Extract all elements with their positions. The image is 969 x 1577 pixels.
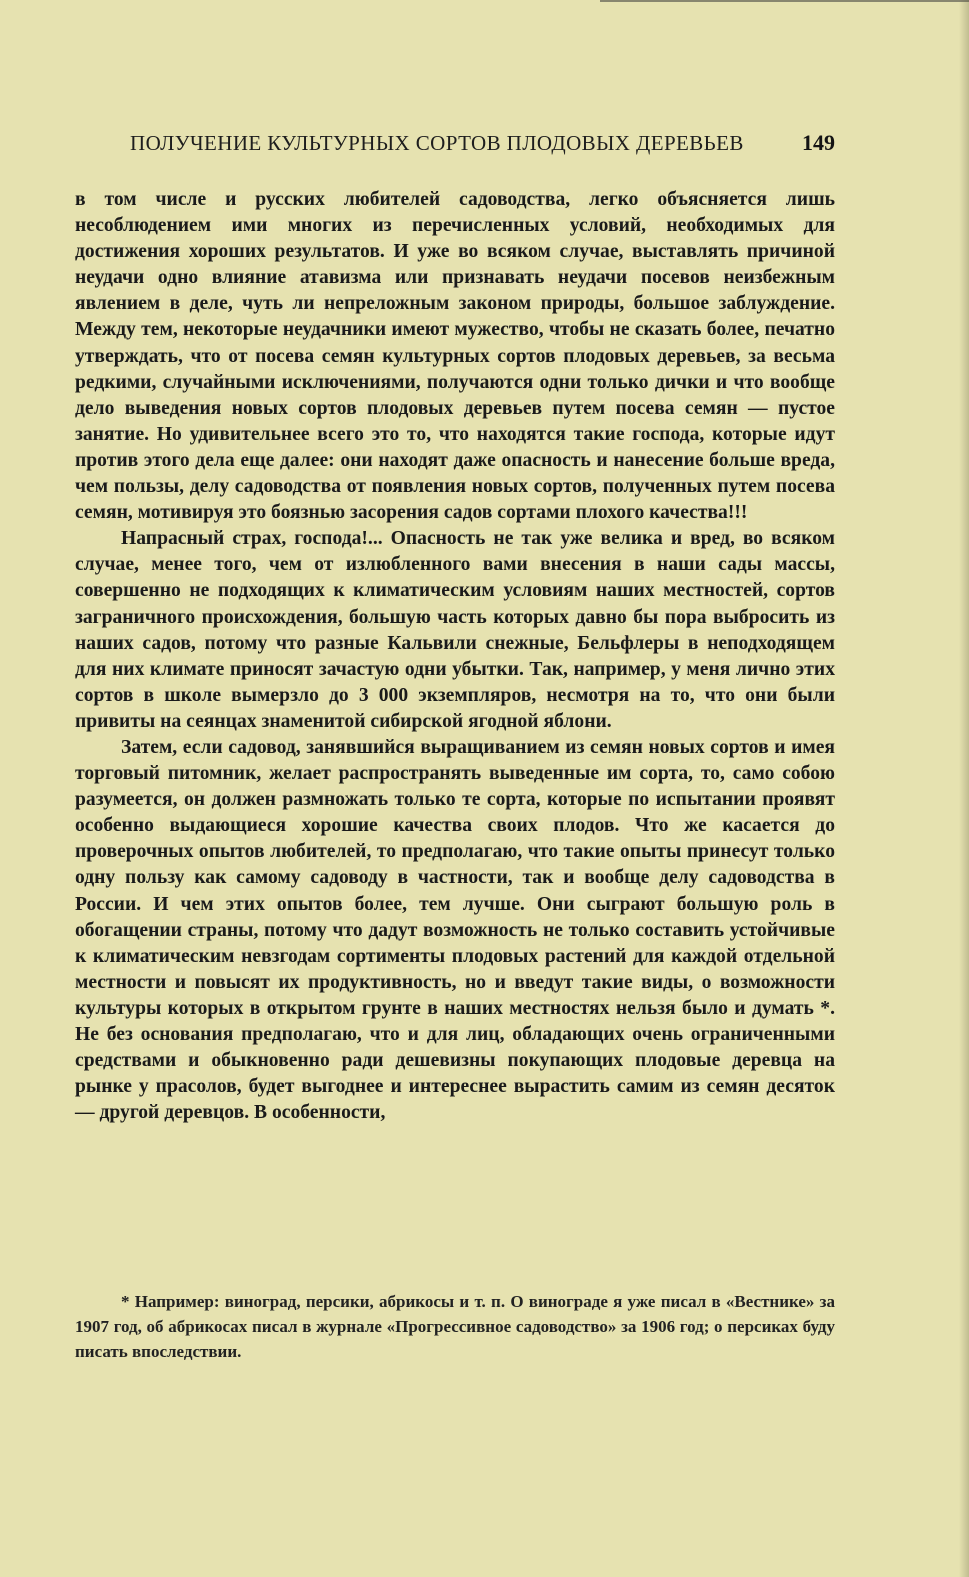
scan-edge-line — [600, 0, 969, 2]
paragraph-3: Затем, если садовод, занявшийся выращиванием из семян новых сортов и имея торговый питомник, желает распространять выведенные им сорта, то, само собою разумеется, он должен размножать только те сорта, которые по испытании проявят особенно выдающиеся хорошие качества своих плодов. Что же касается до проверочных опытов любителей, то предполагаю, что такие опыты принесут только одну пользу как самому садоводу в частности, так и вообще делу садоводства в России. И чем этих опытов более, тем лучше. Они сыграют большую роль в обогащении страны, потому что дадут возможность не только составить устойчивые к климатическим невзгодам сортименты плодовых растений для каждой отдельной местности и повысят их продуктивность, но и введут такие виды, о возможности культуры которых в открытом грунте в наших местностях нельзя было и думать *. Не без основания предполагаю, что и для лиц, обладающих очень ограниченными средствами и обыкновенно ради дешевизны покупающих плодовые деревца на рынке у прасолов, будет выгоднее и интереснее вырастить самим из семян десяток — другой деревцов. В особенности, — [75, 736, 835, 1124]
paragraph-1: в том числе и русских любителей садоводства, легко объясняется лишь несоблюдением ими многих из перечисленных условий, необходимых для достижения хороших результатов. И уже во всяком случае, выставлять причиной неудачи одно влияние атавизма или признавать неудачи посевов неизбежным явлением в деле, чуть ли непреложным законом природы, большое заблуждение. Между тем, некоторые неудачники имеют мужество, чтобы не сказать более, печатно утверждать, что от посева семян культурных сортов плодовых деревьев, за весьма редкими, случайными исключениями, получаются одни только дички и что вообще дело выведения новых сортов плодовых деревьев путем посева семян — пустое занятие. Но удивительнее всего это то, что находятся такие господа, которые идут против этого дела еще далее: они находят даже опасность и нанесение больше вреда, чем пользы, делу садоводства от появления новых сортов, полученных путем посева семян, мотивируя это боязнью засорения садов сортами плохого качества!!! — [75, 189, 835, 524]
page-number: 149 — [802, 130, 835, 155]
footnote-text: * Например: виноград, персики, абрикосы и т. п. О винограде я уже писал в «Вестнике» за 1907 год, об абрикосах писал в журнале «Прогрессивное садоводство» за 1906 год; о персиках буду писать впоследствии. — [75, 1292, 835, 1361]
footnote — [75, 1289, 835, 1364]
main-text — [75, 187, 835, 1126]
page-edge-shadow — [959, 0, 969, 1577]
paragraph-2: Напрасный страх, господа!... Опасность не так уже велика и вред, во всяком случае, менее того, чем от излюбленного вами внесения в наши сады массы, совершенно не подходящих к климатическим условиям наших местностей, сортов заграничного происхождения, большую часть которых давно бы пора выбросить из наших садов, потому что разные Кальвили снежные, Бельфлеры в неподходящем для них климате приносят зачастую одни убытки. Так, например, у меня лично этих сортов в школе вымерзло до 3 000 экземпляров, несмотря на то, что они были привиты на сеянцах знаменитой сибирской ягодной яблони. — [75, 528, 835, 732]
running-title: ПОЛУЧЕНИЕ КУЛЬТУРНЫХ СОРТОВ ПЛОДОВЫХ ДЕРЕВЬЕВ — [130, 131, 744, 155]
page-header — [130, 130, 835, 160]
